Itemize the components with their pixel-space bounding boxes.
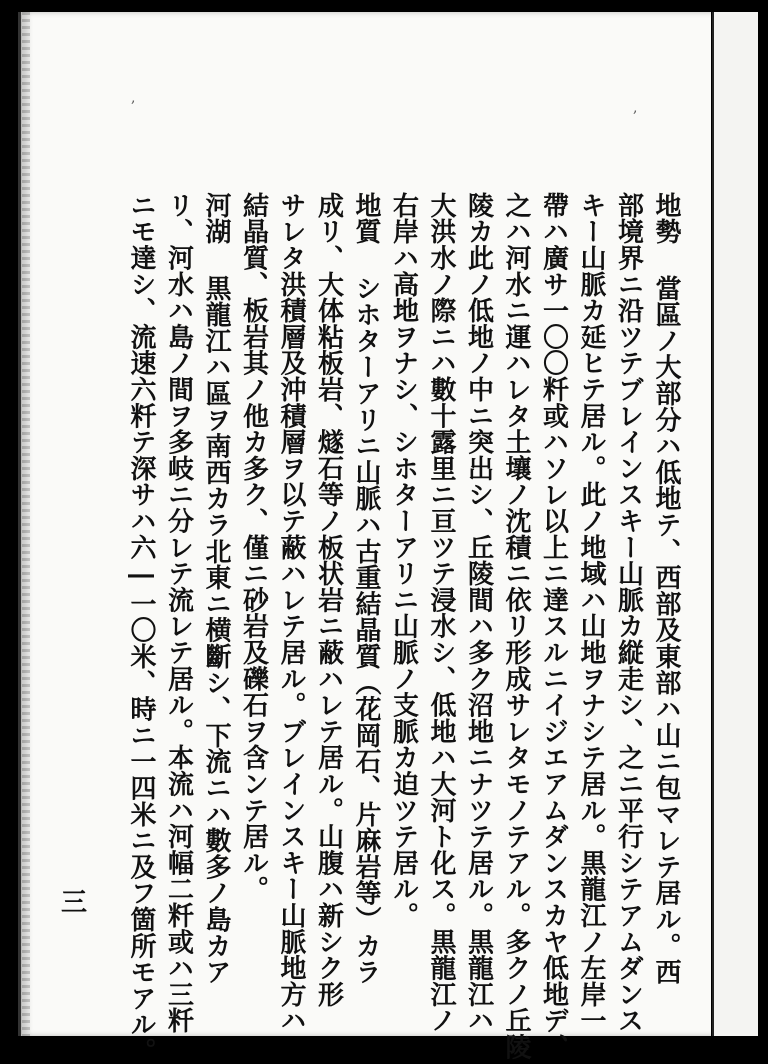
text-column: 成リ、大体粘板岩、燧石等ノ板状岩ニ蔽ハレテ居ル。山腹ハ新シク形 [313,192,344,1008]
scan-speck: , [131,90,136,106]
text-column: リ、河水ハ島ノ間ヲ多岐ニ分レテ流レテ居ル。本流ハ河幅二粁或ハ三粁 [163,192,194,1034]
adjacent-page-edge [712,12,758,1036]
text-column: 結晶質、板岩其ノ他カ多ク、僅ニ砂岩及礫石ヲ含ンテ居ル。 [238,192,269,903]
text-column: 右岸ハ高地ヲナシ、シホターアリニ山脈ノ支脈カ迫ツテ居ル。 [388,192,419,929]
text-column: キー山脈カ延ヒテ居ル。此ノ地域ハ山地ヲナシテ居ル。黒龍江ノ左岸一 [576,192,606,1034]
text-column: 部境界ニ沿ツテブレインスキー山脈カ縦走シ、之ニ平行シテアムダンス [613,192,644,1034]
text-column: 地質 シホターアリニ山脈ハ古重結晶質（花岡石、片麻岩等）カラ [351,192,381,985]
text-column: 大洪水ノ際ニハ數十露里ニ亘ツテ浸水シ、低地ハ大河ト化ス。黒龍江ノ [426,192,456,1034]
binding-gutter [22,12,30,1036]
text-column: 之ハ河水ニ運ハレタ土壤ノ沈積ニ依リ形成サレタモノテアル。多クノ丘陵 [501,192,531,1060]
text-column: サレタ洪積層及沖積層ヲ以テ蔽ハレテ居ル。ブレインスキー山脈地方ハ [276,192,306,1034]
scan-top-edge [0,0,768,12]
text-column: 地勢 當區ノ大部分ハ低地テ、西部及東部ハ山ニ包マレテ居ル。西 [651,192,681,985]
text-column: 陵カ此ノ低地ノ中ニ突出シ、丘陵間ハ多ク沼地ニナツテ居ル。黒龍江ハ [463,192,494,1034]
text-column: 帶ハ廣サ一〇〇粁或ハソレ以上ニ達スルニイジエアムダンスカヤ低地デ、 [538,192,569,1060]
book-page [18,12,711,1064]
text-column: ニモ達シ、流速六粁テ深サハ六―一〇米、時ニ一四米ニ及フ箇所モアル。 [126,192,156,1064]
text-column: 河湖 黒龍江ハ區ヲ南西カラ北東ニ横斷シ、下流ニハ數多ノ島カア [201,192,231,985]
scan-speck: , [633,100,638,116]
page-number: 三 [61,888,88,918]
